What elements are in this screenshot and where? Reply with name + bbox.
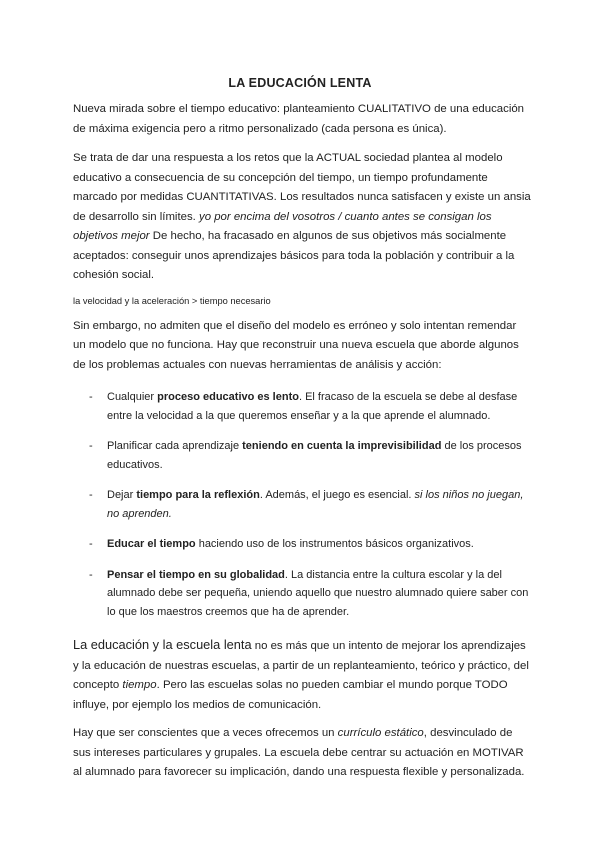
bullet-dash: - xyxy=(89,391,93,403)
item-bold: Pensar el tiempo en su globalidad xyxy=(107,568,285,581)
list-item xyxy=(73,566,531,622)
item-italic: si los niños no juegan, no aprenden. xyxy=(107,489,524,520)
slow-education-text2: . Pero las escuelas solas no pueden cambiar el mundo porque TODO influye, por ejemplo los medios de comunicación. xyxy=(73,679,508,711)
curriculum-text2: , desvinculado de sus intereses particulares y grupales. La escuela debe centrar su actuación en MOTIVAR al alumnado para favorecer su implicación, dando una respuesta flexible y personalizada. xyxy=(73,727,525,778)
context-text: Se trata de dar una respuesta a los retos que la ACTUAL sociedad plantea al modelo educativo a consecuencia de su concepción del tiempo, un tiempo profundamente marcado por medidas CUANTITATIVAS. Los resultados nunca satisfacen y existe un ansia de desarrollo sin límites. xyxy=(73,152,531,223)
slow-education-paragraph xyxy=(73,635,531,715)
item-bold: tiempo para la reflexión xyxy=(136,489,260,501)
small-note: la velocidad y la aceleración > tiempo necesario xyxy=(73,295,271,306)
context-paragraph xyxy=(73,149,531,286)
document-body xyxy=(73,100,531,783)
slow-education-text1: no es más que un intento de mejorar los aprendizajes y la educación de nuestras escuelas, a partir de un replanteamiento, teórico y práctico, del concepto xyxy=(73,640,529,691)
bullet-dash: - xyxy=(89,489,93,501)
page-title: LA EDUCACIÓN LENTA xyxy=(228,76,372,90)
list-item xyxy=(73,535,531,554)
item-pre: Planificar cada aprendizaje xyxy=(107,440,243,452)
context-tail: De hecho, ha fracasado en algunos de sus objetivos más socialmente aceptados: conseguir unos aprendizajes básicos para toda la población y contribuir a la cohesión social. xyxy=(73,230,515,281)
item-post: . El fracaso de la escuela se debe al desfase entre la velocidad a la que queremos enseñar y a la que aprende el alumnado. xyxy=(107,391,518,422)
item-bold: proceso educativo es lento xyxy=(157,391,299,403)
list-item xyxy=(73,437,531,474)
slow-education-lead: La educación y la escuela lenta xyxy=(73,637,252,652)
item-bold: Educar el tiempo xyxy=(107,538,196,550)
list-item xyxy=(73,486,531,523)
curriculum-paragraph xyxy=(73,724,531,783)
bullet-dash: - xyxy=(89,440,93,452)
item-bold: teniendo en cuenta la imprevisibilidad xyxy=(242,440,442,452)
item-post: . La distancia entre la cultura escolar y la del alumnado debe ser pequeña, uniendo aquello que nuestro alumnado quiere saber con lo que los maestros creemos que ha de aprender. xyxy=(107,568,529,618)
curriculum-text1: Hay que ser conscientes que a veces ofrecemos un xyxy=(73,727,338,739)
item-post: de los procesos educativos. xyxy=(107,440,522,471)
curriculum-italic: currículo estático xyxy=(337,727,424,739)
bullet-dash: - xyxy=(89,568,93,581)
slow-education-italic: tiempo xyxy=(122,679,157,691)
item-post: . Además, el juego es esencial. xyxy=(259,489,415,501)
item-pre: Cualquier xyxy=(107,391,158,403)
intro-paragraph: Nueva mirada sobre el tiempo educativo: planteamiento CUALITATIVO de una educación de máxima exigencia pero a ritmo personalizado (cada persona es única). xyxy=(73,103,525,135)
item-post: haciendo uso de los instrumentos básicos organizativos. xyxy=(195,538,474,550)
proposal-list xyxy=(73,388,531,621)
bullet-dash: - xyxy=(89,538,93,550)
item-pre: Dejar xyxy=(107,489,137,501)
context-italic: yo por encima del vosotros / cuanto antes se consigan los objetivos mejor xyxy=(73,210,492,242)
proposal-paragraph: Sin embargo, no admiten que el diseño del modelo es erróneo y solo intentan remendar un modelo que no funciona. Hay que reconstruir una nueva escuela que aborde algunos de los problemas actuales con nuevas herramientas de análisis y acción: xyxy=(73,319,519,371)
list-item xyxy=(73,388,531,425)
